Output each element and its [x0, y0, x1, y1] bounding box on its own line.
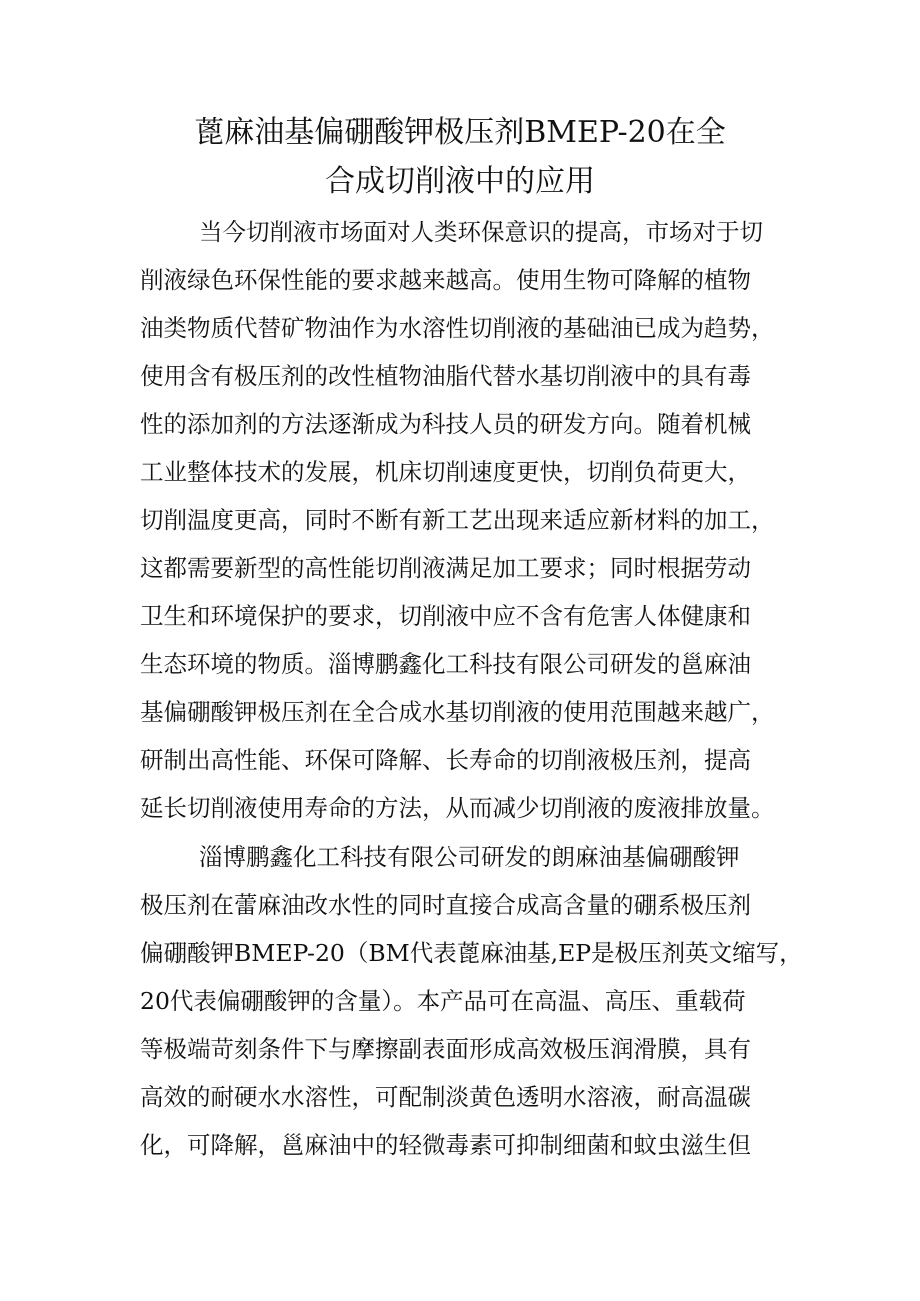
- paragraph-2-line: 偏硼酸钾BMEP-20（BM代表蓖麻油基,EP是极压剂英文缩写，: [140, 939, 803, 967]
- paragraph-1-line: 削液绿色环保性能的要求越来越高。使用生物可降解的植物: [140, 266, 751, 294]
- paragraph-1-line: 这都需要新型的高性能切削液满足加工要求；同时根据劳动: [140, 554, 751, 582]
- paragraph-1-line: 延长切削液使用寿命的方法，从而减少切削液的废液排放量。: [140, 794, 775, 822]
- paragraph-2-line: 等极端苛刻条件下与摩擦副表面形成高效极压润滑膜，具有: [140, 1035, 751, 1063]
- paragraph-1-line: 使用含有极压剂的改性植物油脂代替水基切削液中的具有毒: [140, 362, 751, 390]
- paragraph-1-line: 当今切削液市场面对人类环保意识的提高，市场对于切: [199, 218, 763, 246]
- paragraph-1-line: 工业整体技术的发展，机床切削速度更快，切削负荷更大，: [140, 458, 751, 486]
- paragraph-2-line: 20代表偏硼酸钾的含量）。本产品可在高温、高压、重载荷: [140, 987, 746, 1015]
- paragraph-2-line: 化，可降解，邕麻油中的轻微毒素可抑制细菌和蚊虫滋生但: [140, 1131, 751, 1159]
- paragraph-1-line: 卫生和环境保护的要求，切削液中应不含有危害人体健康和: [140, 602, 751, 630]
- paragraph-1-line: 性的添加剂的方法逐渐成为科技人员的研发方向。随着机械: [140, 410, 751, 438]
- paragraph-1-line: 基偏硼酸钾极压剂在全合成水基切削液的使用范围越来越广，: [140, 698, 775, 726]
- paragraph-2-line: 高效的耐硬水水溶性，可配制淡黄色透明水溶液，耐高温碳: [140, 1083, 751, 1111]
- document-title-line-2: 合成切削液中的应用: [325, 164, 595, 199]
- paragraph-1-line: 研制出高性能、环保可降解、长寿命的切削液极压剂，提高: [140, 746, 751, 774]
- paragraph-2-line: 极压剂在蕾麻油改水性的同时直接合成高含量的硼系极压剂: [140, 891, 751, 919]
- paragraph-1-line: 油类物质代替矿物油作为水溶性切削液的基础油已成为趋势，: [140, 314, 775, 342]
- paragraph-2-line: 淄博鹏鑫化工科技有限公司研发的朗麻油基偏硼酸钾: [199, 843, 740, 871]
- paragraph-1-line: 切削温度更高，同时不断有新工艺出现来适应新材料的加工，: [140, 506, 775, 534]
- document-title-line-1: 蓖麻油基偏硼酸钾极压剂BMEP-20在全: [194, 115, 726, 150]
- paragraph-1-line: 生态环境的物质。淄博鹏鑫化工科技有限公司研发的邕麻油: [140, 650, 751, 678]
